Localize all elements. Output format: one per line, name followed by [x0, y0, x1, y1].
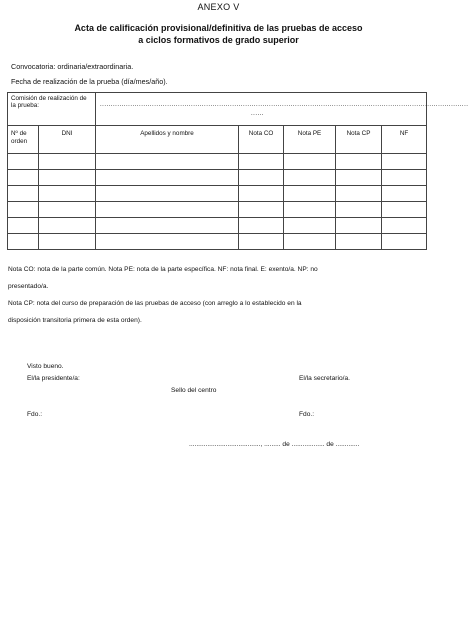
- table-header-row: [8, 126, 427, 154]
- commission-label: Comisión de realización de la prueba:: [11, 95, 87, 109]
- table-cell[interactable]: [96, 170, 239, 186]
- table-cell[interactable]: [8, 186, 39, 202]
- table-row: [8, 202, 427, 218]
- table-cell[interactable]: [336, 202, 382, 218]
- col-header-nota-co: Nota CO: [239, 126, 284, 154]
- table-row: [8, 218, 427, 234]
- president-label: El/la presidente/a:: [27, 375, 80, 382]
- annex-label: ANEXO V: [197, 2, 240, 12]
- table-cell[interactable]: [239, 154, 284, 170]
- table-cell[interactable]: [39, 170, 96, 186]
- table-cell[interactable]: [8, 234, 39, 250]
- table-cell[interactable]: [336, 186, 382, 202]
- title-line-1: Acta de calificación provisional/definitiva de las pruebas de acceso: [74, 23, 363, 33]
- notes-block: [8, 263, 428, 327]
- table-cell[interactable]: [239, 202, 284, 218]
- table-cell[interactable]: [284, 154, 336, 170]
- place-date-line: ......................................., ......... de .................. de .............: [189, 441, 360, 448]
- table-cell[interactable]: [96, 234, 239, 250]
- table-cell[interactable]: [382, 202, 427, 218]
- table-cell[interactable]: [284, 234, 336, 250]
- table-row: [8, 186, 427, 202]
- commission-label-cell: [8, 93, 96, 126]
- table-cell[interactable]: [284, 170, 336, 186]
- table-cell[interactable]: [284, 218, 336, 234]
- table-cell[interactable]: [336, 154, 382, 170]
- col-header-nf: NF: [382, 126, 427, 154]
- table-cell[interactable]: [8, 170, 39, 186]
- table-cell[interactable]: [39, 154, 96, 170]
- fdo-right-label: Fdo.:: [299, 411, 315, 418]
- table-cell[interactable]: [382, 234, 427, 250]
- col-header-nota-cp: Nota CP: [336, 126, 382, 154]
- note-line-2: presentado/a.: [8, 283, 49, 290]
- table-cell[interactable]: [96, 218, 239, 234]
- table-row: [8, 170, 427, 186]
- col-header-nota-pe: Nota PE: [284, 126, 336, 154]
- col-header-order: Nº de orden: [8, 126, 39, 154]
- fdo-left-label: Fdo.:: [27, 411, 43, 418]
- fecha-field: Fecha de realización de la prueba (día/mes/año).: [11, 77, 168, 86]
- table-cell[interactable]: [39, 218, 96, 234]
- table-cell[interactable]: [39, 234, 96, 250]
- col-header-dni: DNI: [39, 126, 96, 154]
- note-line-4: disposición transitoria primera de esta orden).: [8, 317, 142, 324]
- commission-value-cell[interactable]: [96, 93, 468, 126]
- document-title: [0, 22, 437, 46]
- table-cell[interactable]: [382, 186, 427, 202]
- convocatoria-field: Convocatoria: ordinaria/extraordinaria.: [11, 62, 134, 71]
- table-cell[interactable]: [39, 202, 96, 218]
- commission-dots-short: ......: [251, 111, 265, 117]
- table-cell[interactable]: [336, 234, 382, 250]
- table-cell[interactable]: [39, 186, 96, 202]
- table-cell[interactable]: [239, 170, 284, 186]
- table-cell[interactable]: [96, 154, 239, 170]
- table-cell[interactable]: [96, 186, 239, 202]
- title-line-2: a ciclos formativos de grado superior: [138, 35, 299, 45]
- table-cell[interactable]: [336, 170, 382, 186]
- col-header-name: Apellidos y nombre: [96, 126, 239, 154]
- table-cell[interactable]: [8, 218, 39, 234]
- visto-bueno-label: Visto bueno.: [27, 363, 64, 370]
- table-cell[interactable]: [239, 186, 284, 202]
- table-cell[interactable]: [8, 202, 39, 218]
- table-cell[interactable]: [382, 154, 427, 170]
- secretary-label: El/la secretario/a.: [299, 375, 350, 382]
- table-row: [8, 154, 427, 170]
- table-cell[interactable]: [284, 202, 336, 218]
- table-cell[interactable]: [336, 218, 382, 234]
- table-row: [8, 234, 427, 250]
- table-cell[interactable]: [239, 234, 284, 250]
- table-cell[interactable]: [96, 202, 239, 218]
- table-cell[interactable]: [239, 218, 284, 234]
- commission-dots-line: ..........................................................................................................................................................................: [100, 102, 468, 108]
- table-cell[interactable]: [382, 218, 427, 234]
- table-cell[interactable]: [8, 154, 39, 170]
- table-cell[interactable]: [382, 170, 427, 186]
- grades-table: [7, 92, 468, 250]
- note-line-3: Nota CP: nota del curso de preparación de las pruebas de acceso (con arreglo a lo establecido en la: [8, 300, 302, 307]
- note-line-1: Nota CO: nota de la parte común. Nota PE: nota de la parte específica. NF: nota final. E: exento/a. NP: no: [8, 266, 318, 273]
- table-cell[interactable]: [284, 186, 336, 202]
- seal-label: Sello del centro: [171, 387, 217, 394]
